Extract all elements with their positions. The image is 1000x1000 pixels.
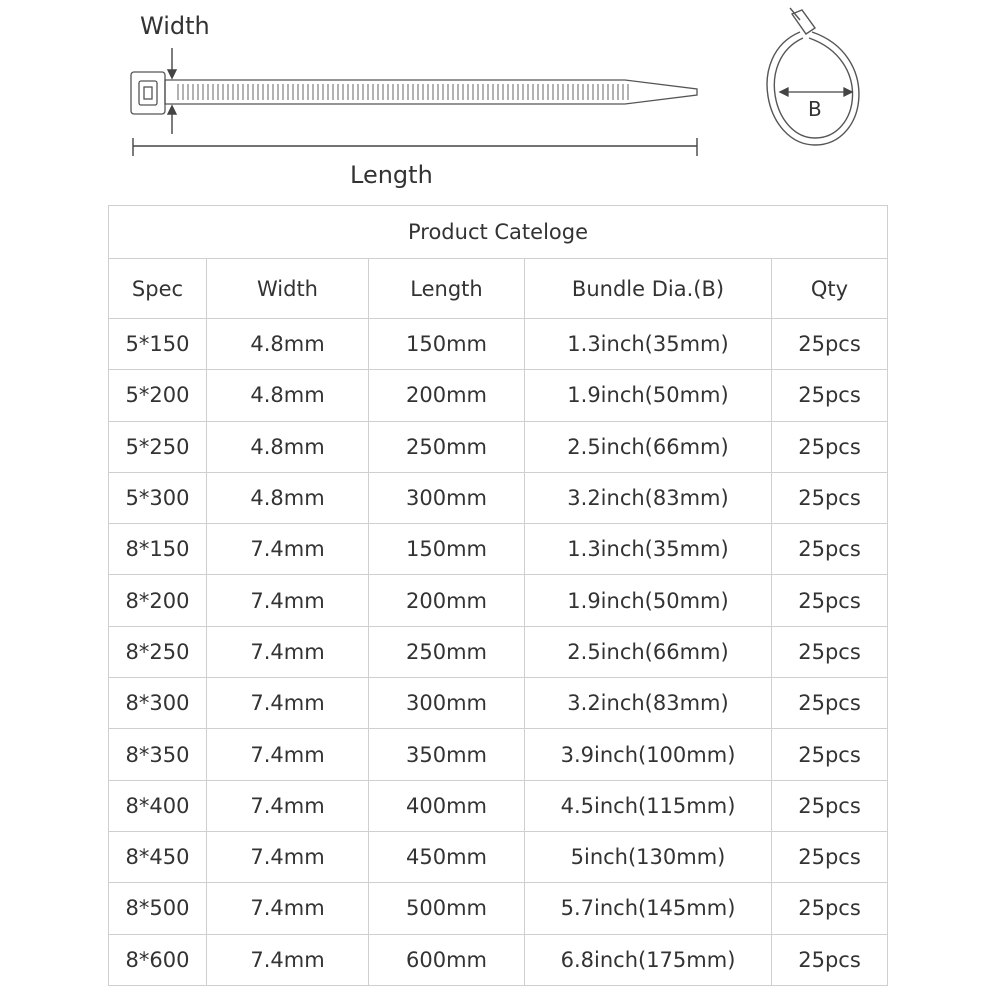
header-qty: Qty bbox=[772, 259, 888, 319]
table-row bbox=[109, 370, 888, 421]
cell-spec: 8*600 bbox=[109, 934, 207, 985]
cell-qty: 25pcs bbox=[772, 780, 888, 831]
product-catalog-table bbox=[108, 205, 888, 986]
cell-bundle-dia: 1.3inch(35mm) bbox=[525, 524, 772, 575]
cell-width: 7.4mm bbox=[207, 729, 369, 780]
table-row bbox=[109, 626, 888, 677]
bundle-label: B bbox=[808, 97, 822, 121]
table-row bbox=[109, 319, 888, 370]
cell-bundle-dia: 1.9inch(50mm) bbox=[525, 575, 772, 626]
catalog-rows bbox=[109, 319, 888, 986]
cell-spec: 8*450 bbox=[109, 831, 207, 882]
cell-bundle-dia: 2.5inch(66mm) bbox=[525, 421, 772, 472]
strap-teeth bbox=[178, 84, 628, 100]
cell-spec: 8*350 bbox=[109, 729, 207, 780]
table-row bbox=[109, 575, 888, 626]
cell-qty: 25pcs bbox=[772, 370, 888, 421]
cell-spec: 8*500 bbox=[109, 883, 207, 934]
length-label: Length bbox=[350, 161, 433, 189]
cell-qty: 25pcs bbox=[772, 421, 888, 472]
cable-tie-diagram bbox=[0, 0, 1000, 200]
cable-tie-strap bbox=[165, 80, 697, 104]
length-dimension bbox=[133, 138, 697, 156]
cell-width: 7.4mm bbox=[207, 524, 369, 575]
cell-length: 250mm bbox=[369, 626, 525, 677]
cell-qty: 25pcs bbox=[772, 575, 888, 626]
cell-spec: 5*150 bbox=[109, 319, 207, 370]
cell-length: 300mm bbox=[369, 472, 525, 523]
cell-length: 150mm bbox=[369, 319, 525, 370]
table-row bbox=[109, 831, 888, 882]
cell-length: 150mm bbox=[369, 524, 525, 575]
cell-width: 7.4mm bbox=[207, 575, 369, 626]
cell-width: 7.4mm bbox=[207, 626, 369, 677]
cell-width: 7.4mm bbox=[207, 883, 369, 934]
width-arrows bbox=[168, 48, 176, 134]
cell-qty: 25pcs bbox=[772, 626, 888, 677]
cell-spec: 5*200 bbox=[109, 370, 207, 421]
cell-bundle-dia: 4.5inch(115mm) bbox=[525, 780, 772, 831]
cell-spec: 8*150 bbox=[109, 524, 207, 575]
cell-qty: 25pcs bbox=[772, 883, 888, 934]
cell-qty: 25pcs bbox=[772, 524, 888, 575]
cell-spec: 8*200 bbox=[109, 575, 207, 626]
cell-length: 200mm bbox=[369, 575, 525, 626]
header-width: Width bbox=[207, 259, 369, 319]
catalog-title-row bbox=[109, 206, 888, 259]
cell-length: 400mm bbox=[369, 780, 525, 831]
cell-bundle-dia: 3.2inch(83mm) bbox=[525, 678, 772, 729]
cell-width: 4.8mm bbox=[207, 421, 369, 472]
cell-length: 250mm bbox=[369, 421, 525, 472]
cell-length: 600mm bbox=[369, 934, 525, 985]
header-spec: Spec bbox=[109, 259, 207, 319]
cell-spec: 5*300 bbox=[109, 472, 207, 523]
cell-length: 200mm bbox=[369, 370, 525, 421]
cell-length: 450mm bbox=[369, 831, 525, 882]
table-row bbox=[109, 883, 888, 934]
header-bundle-dia: Bundle Dia.(B) bbox=[525, 259, 772, 319]
table-row bbox=[109, 472, 888, 523]
cell-qty: 25pcs bbox=[772, 934, 888, 985]
header-row bbox=[109, 259, 888, 319]
cell-qty: 25pcs bbox=[772, 729, 888, 780]
cell-spec: 5*250 bbox=[109, 421, 207, 472]
table-row bbox=[109, 934, 888, 985]
cell-width: 4.8mm bbox=[207, 319, 369, 370]
table-row bbox=[109, 780, 888, 831]
cell-spec: 8*400 bbox=[109, 780, 207, 831]
table-row bbox=[109, 729, 888, 780]
catalog-title: Product Cateloge bbox=[109, 206, 888, 259]
cell-qty: 25pcs bbox=[772, 319, 888, 370]
bundle-dimension bbox=[780, 88, 852, 96]
header-length: Length bbox=[369, 259, 525, 319]
cell-width: 7.4mm bbox=[207, 934, 369, 985]
cable-tie-head bbox=[131, 72, 165, 114]
cell-qty: 25pcs bbox=[772, 831, 888, 882]
cell-bundle-dia: 2.5inch(66mm) bbox=[525, 626, 772, 677]
cell-bundle-dia: 1.9inch(50mm) bbox=[525, 370, 772, 421]
cell-bundle-dia: 3.9inch(100mm) bbox=[525, 729, 772, 780]
cell-width: 4.8mm bbox=[207, 370, 369, 421]
cell-qty: 25pcs bbox=[772, 678, 888, 729]
cell-qty: 25pcs bbox=[772, 472, 888, 523]
cell-width: 7.4mm bbox=[207, 831, 369, 882]
table-row bbox=[109, 524, 888, 575]
table-row bbox=[109, 421, 888, 472]
width-label: Width bbox=[140, 12, 210, 40]
cell-bundle-dia: 3.2inch(83mm) bbox=[525, 472, 772, 523]
bundle-loop bbox=[767, 8, 859, 145]
cell-width: 4.8mm bbox=[207, 472, 369, 523]
cell-bundle-dia: 5.7inch(145mm) bbox=[525, 883, 772, 934]
cell-length: 350mm bbox=[369, 729, 525, 780]
cell-bundle-dia: 5inch(130mm) bbox=[525, 831, 772, 882]
cell-bundle-dia: 1.3inch(35mm) bbox=[525, 319, 772, 370]
cell-spec: 8*300 bbox=[109, 678, 207, 729]
cell-width: 7.4mm bbox=[207, 780, 369, 831]
cell-width: 7.4mm bbox=[207, 678, 369, 729]
cell-bundle-dia: 6.8inch(175mm) bbox=[525, 934, 772, 985]
cell-length: 300mm bbox=[369, 678, 525, 729]
table-row bbox=[109, 678, 888, 729]
cell-length: 500mm bbox=[369, 883, 525, 934]
cell-spec: 8*250 bbox=[109, 626, 207, 677]
